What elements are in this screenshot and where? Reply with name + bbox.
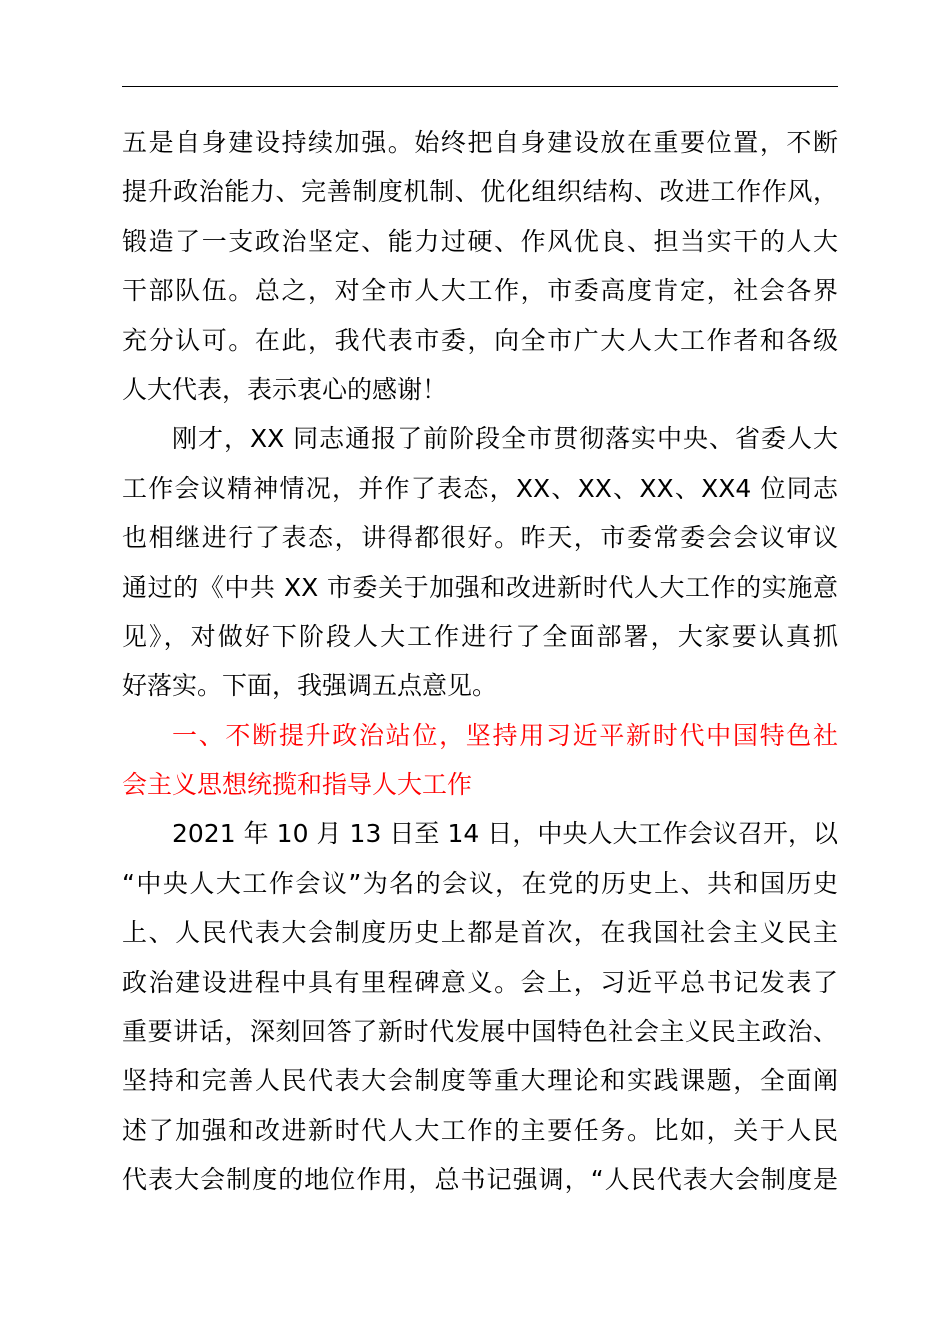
text-line: 工作会议精神情况，并作了表态，XX、XX、XX、XX4 位同志 [122, 473, 838, 503]
text-line: 刚才，XX 同志通报了前阶段全市贯彻落实中央、省委人大 [172, 424, 838, 454]
text-line: 代表大会制度的地位作用，总书记强调，“人民代表大会制度是 [122, 1165, 838, 1195]
text-line: 锻造了一支政治坚定、能力过硬、作风优良、担当实干的人大 [122, 226, 838, 256]
heading-line: 一、不断提升政治站位，坚持用习近平新时代中国特色社 [172, 720, 838, 750]
document-body [122, 118, 838, 1205]
text-line: 重要讲话，深刻回答了新时代发展中国特色社会主义民主政治、 [122, 1017, 838, 1047]
text-line: 干部队伍。总之，对全市人大工作，市委高度肯定，社会各界 [122, 276, 838, 306]
text-line: 见》，对做好下阶段人大工作进行了全面部署，大家要认真抓 [122, 621, 838, 651]
section-heading-1 [122, 711, 838, 810]
text-line: 五是自身建设持续加强。始终把自身建设放在重要位置，不断 [122, 128, 838, 157]
text-line: 人大代表，表示衷心的感谢！ [122, 374, 448, 404]
text-line: 上、人民代表大会制度历史上都是首次，在我国社会主义民主 [122, 918, 838, 948]
paragraph-central-conference [122, 809, 838, 1204]
text-line: 提升政治能力、完善制度机制、优化组织结构、改进工作作风， [122, 177, 838, 207]
header-rule [122, 86, 838, 87]
text-line: 政治建设进程中具有里程碑意义。会上，习近平总书记发表了 [122, 967, 838, 997]
text-line: 述了加强和改进新时代人大工作的主要任务。比如，关于人民 [122, 1115, 838, 1145]
text-line: 2021 年 10 月 13 日至 14 日，中央人大工作会议召开，以 [172, 819, 838, 849]
heading-line: 会主义思想统揽和指导人大工作 [122, 770, 473, 800]
text-line: 通过的《中共 XX 市委关于加强和改进新时代人大工作的实施意 [122, 572, 838, 602]
text-line: 坚持和完善人民代表大会制度等重大理论和实践课题，全面阐 [122, 1066, 838, 1096]
text-line: 充分认可。在此，我代表市委，向全市广大人大工作者和各级 [122, 325, 838, 355]
text-line: “中央人大工作会议”为名的会议，在党的历史上、共和国历史 [122, 868, 838, 898]
text-line: 也相继进行了表态，讲得都很好。昨天，市委常委会会议审议 [122, 523, 838, 553]
text-line: 好落实。下面，我强调五点意见。 [122, 671, 498, 701]
paragraph-self-building [122, 118, 838, 414]
paragraph-briefing [122, 414, 838, 710]
